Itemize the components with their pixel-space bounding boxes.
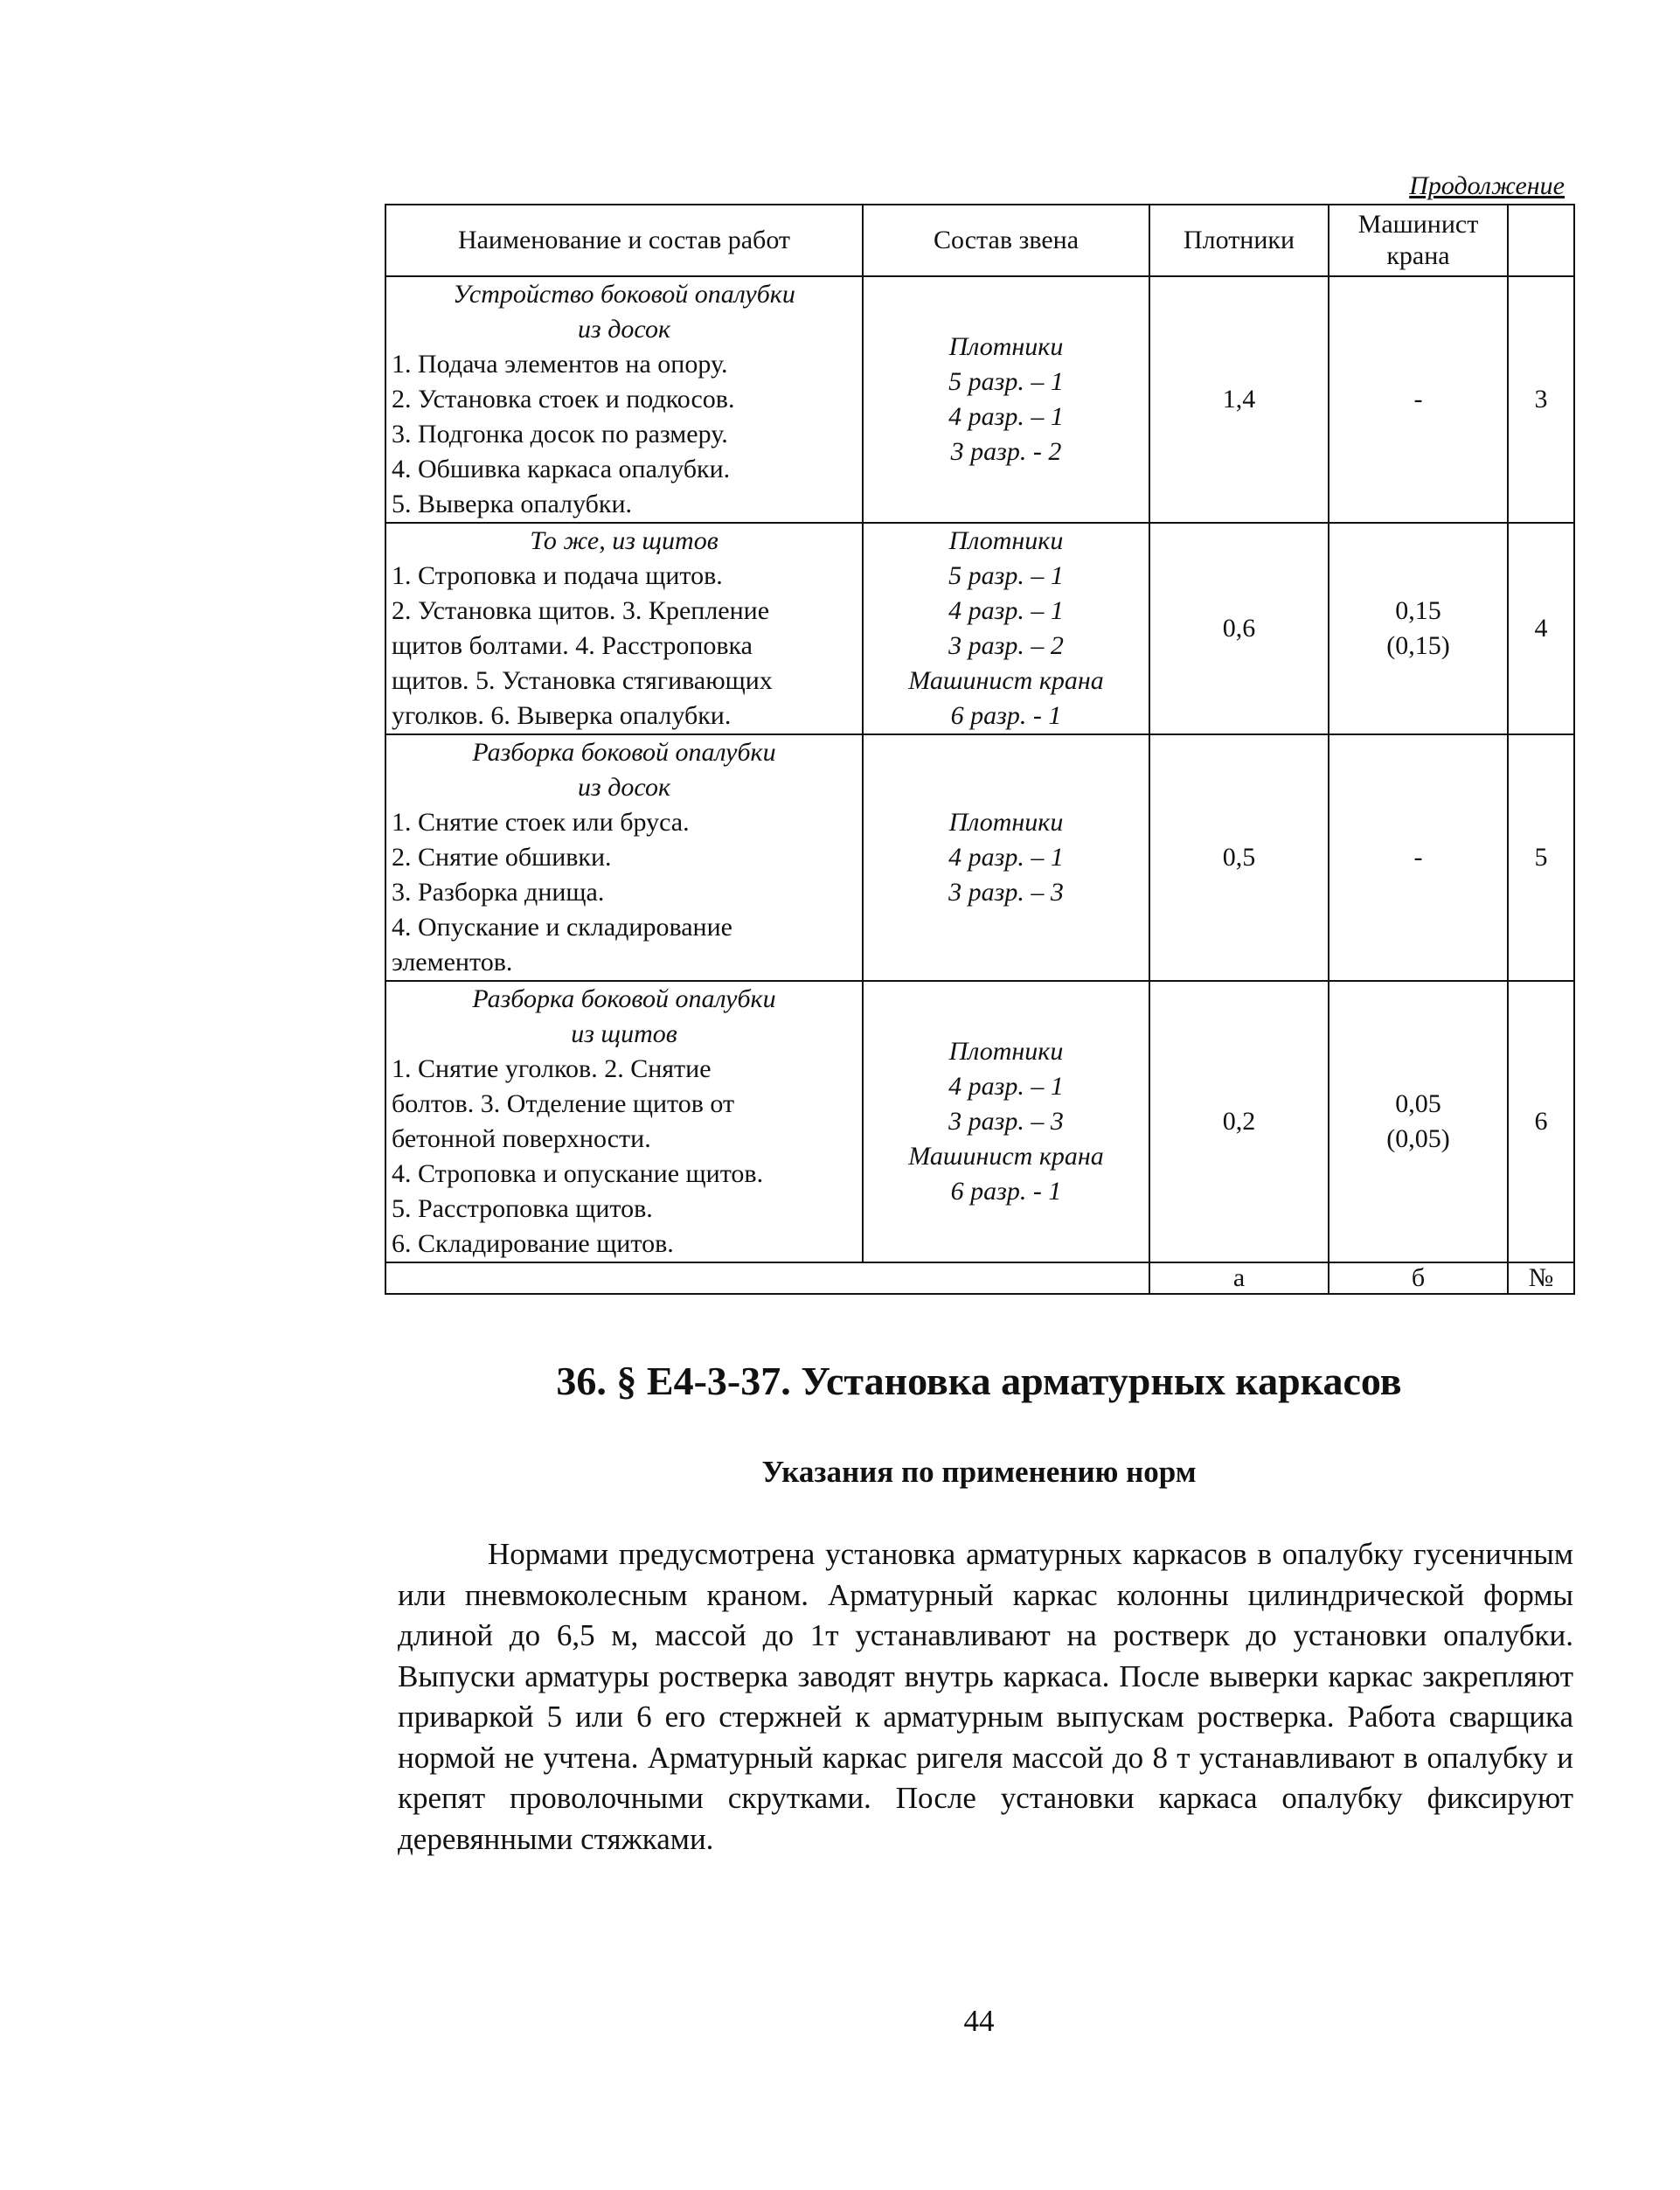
crew-line: Плотники	[948, 526, 1064, 555]
crew-line: Машинист крана	[908, 666, 1104, 695]
crew-line: 4 разр. – 1	[948, 1072, 1064, 1101]
work-title: из досок	[578, 315, 670, 344]
header-crew: Состав звена	[863, 205, 1149, 276]
crew-line: 3 разр. – 3	[948, 1107, 1064, 1136]
work-title: из досок	[578, 773, 670, 802]
crane-value-cell	[1329, 523, 1508, 734]
crew-cell	[863, 276, 1149, 523]
carpenters-value-cell	[1149, 734, 1329, 981]
value-line: 0,05	[1395, 1089, 1441, 1118]
value-line: (0,05)	[1386, 1124, 1450, 1153]
crew-line: Плотники	[948, 808, 1064, 837]
work-step: 4. Опускание и складирование	[392, 913, 732, 942]
work-title: Разборка боковой опалубки	[472, 984, 776, 1013]
crew-line: 6 разр. - 1	[950, 1177, 1062, 1206]
work-step: бетонной поверхности.	[392, 1124, 651, 1153]
crew-cell	[863, 734, 1149, 981]
value-line: 0,2	[1222, 1107, 1256, 1136]
work-step: 2. Снятие обшивки.	[392, 843, 612, 872]
crew-line: 3 разр. – 3	[948, 878, 1064, 907]
crane-value-cell	[1329, 981, 1508, 1262]
work-step: 6. Складирование щитов.	[392, 1229, 674, 1258]
work-step: щитов болтами. 4. Расстроповка	[392, 631, 753, 660]
continuation-label: Продолжение	[1409, 171, 1565, 200]
crane-value-cell	[1329, 734, 1508, 981]
work-step: болтов. 3. Отделение щитов от	[392, 1089, 735, 1118]
work-description-cell	[385, 734, 863, 981]
value-line: -	[1413, 385, 1423, 414]
table-row	[385, 276, 1574, 523]
work-description-cell	[385, 276, 863, 523]
table-footer-row	[385, 1262, 1574, 1294]
work-step: 4. Обшивка каркаса опалубки.	[392, 455, 731, 483]
work-step: 1. Снятие стоек или бруса.	[392, 808, 690, 837]
work-description-cell	[385, 981, 863, 1262]
crew-line: 6 разр. - 1	[950, 701, 1062, 730]
work-step: 5. Выверка опалубки.	[392, 490, 633, 518]
norms-table	[385, 204, 1575, 1295]
work-step: 2. Установка щитов. 3. Крепление	[392, 596, 770, 625]
value-line: 0,15	[1395, 596, 1441, 625]
work-step: элементов.	[392, 948, 513, 977]
value-line: (0,15)	[1386, 631, 1450, 660]
body-paragraph: Нормами предусмотрена установка арматурных каркасов в опалубку гусеничным или пневмоколесным краном. Арматурный каркас колонны цилиндрической формы длиной до 6,5 м, массой до 1т устанавливают на ростверк до установки опалубки. Выпуски арматуры ростверка заводят внутрь каркаса. После выверки каркас закрепляют приваркой 5 или 6 его стержней к арматурным выпускам ростверка. Работа сварщика нормой не учтена. Арматурный каркас ригеля массой до 8 т устанавливают в опалубку и крепят проволочными скрутками. После установки каркаса опалубку фиксируют деревянными стяжками.	[398, 1537, 1573, 1856]
footer-col-num: №	[1508, 1262, 1574, 1294]
work-step: щитов. 5. Установка стягивающих	[392, 666, 773, 695]
crew-line: 5 разр. – 1	[948, 367, 1064, 396]
section-title: 36. § Е4-3-37. Установка арматурных каркасов	[556, 1359, 1402, 1403]
work-title: То же, из щитов	[530, 526, 719, 555]
value-line: 0,5	[1222, 843, 1256, 872]
header-crane-operator: Машинист крана	[1329, 205, 1508, 276]
footer-col-a: а	[1149, 1262, 1329, 1294]
carpenters-value-cell	[1149, 276, 1329, 523]
header-number	[1508, 205, 1574, 276]
work-step: 4. Строповка и опускание щитов.	[392, 1159, 764, 1188]
work-description-cell	[385, 523, 863, 734]
table-row	[385, 734, 1574, 981]
row-number-cell: 3	[1508, 276, 1574, 523]
work-title: Разборка боковой опалубки	[472, 738, 776, 767]
crew-line: 4 разр. – 1	[948, 596, 1064, 625]
work-step: 3. Разборка днища.	[392, 878, 605, 907]
row-number-cell: 6	[1508, 981, 1574, 1262]
value-line: 0,6	[1222, 614, 1256, 643]
crew-line: 3 разр. - 2	[950, 437, 1062, 466]
carpenters-value-cell	[1149, 523, 1329, 734]
crew-cell	[863, 981, 1149, 1262]
row-number-cell: 5	[1508, 734, 1574, 981]
crew-line: 4 разр. – 1	[948, 843, 1064, 872]
value-line: 1,4	[1222, 385, 1256, 414]
crew-cell	[863, 523, 1149, 734]
work-title: из щитов	[571, 1019, 677, 1048]
header-work: Наименование и состав работ	[385, 205, 863, 276]
value-line: -	[1413, 843, 1423, 872]
work-step: 5. Расстроповка щитов.	[392, 1194, 653, 1223]
header-carpenters: Плотники	[1149, 205, 1329, 276]
work-step: 1. Строповка и подача щитов.	[392, 561, 723, 590]
page-number: 44	[963, 2004, 995, 2038]
crew-line: Машинист крана	[908, 1142, 1104, 1171]
work-title: Устройство боковой опалубки	[453, 280, 795, 309]
work-step: 1. Подача элементов на опору.	[392, 350, 728, 379]
work-step: 2. Установка стоек и подкосов.	[392, 385, 735, 414]
table-body	[385, 276, 1574, 1262]
work-step: 1. Снятие уголков. 2. Снятие	[392, 1054, 712, 1083]
table-row	[385, 523, 1574, 734]
crew-line: 4 разр. – 1	[948, 402, 1064, 431]
crew-line: Плотники	[948, 332, 1064, 361]
footer-col-b: б	[1329, 1262, 1508, 1294]
subsection-title: Указания по применению норм	[761, 1455, 1197, 1489]
work-step: 3. Подгонка досок по размеру.	[392, 420, 728, 448]
row-number-cell: 4	[1508, 523, 1574, 734]
footer-blank	[385, 1262, 1149, 1294]
work-step: уголков. 6. Выверка опалубки.	[392, 701, 732, 730]
table-row	[385, 981, 1574, 1262]
crew-line: 3 разр. – 2	[948, 631, 1064, 660]
crew-line: Плотники	[948, 1037, 1064, 1066]
crane-value-cell	[1329, 276, 1508, 523]
carpenters-value-cell	[1149, 981, 1329, 1262]
crew-line: 5 разр. – 1	[948, 561, 1064, 590]
table-header-row	[385, 205, 1574, 276]
